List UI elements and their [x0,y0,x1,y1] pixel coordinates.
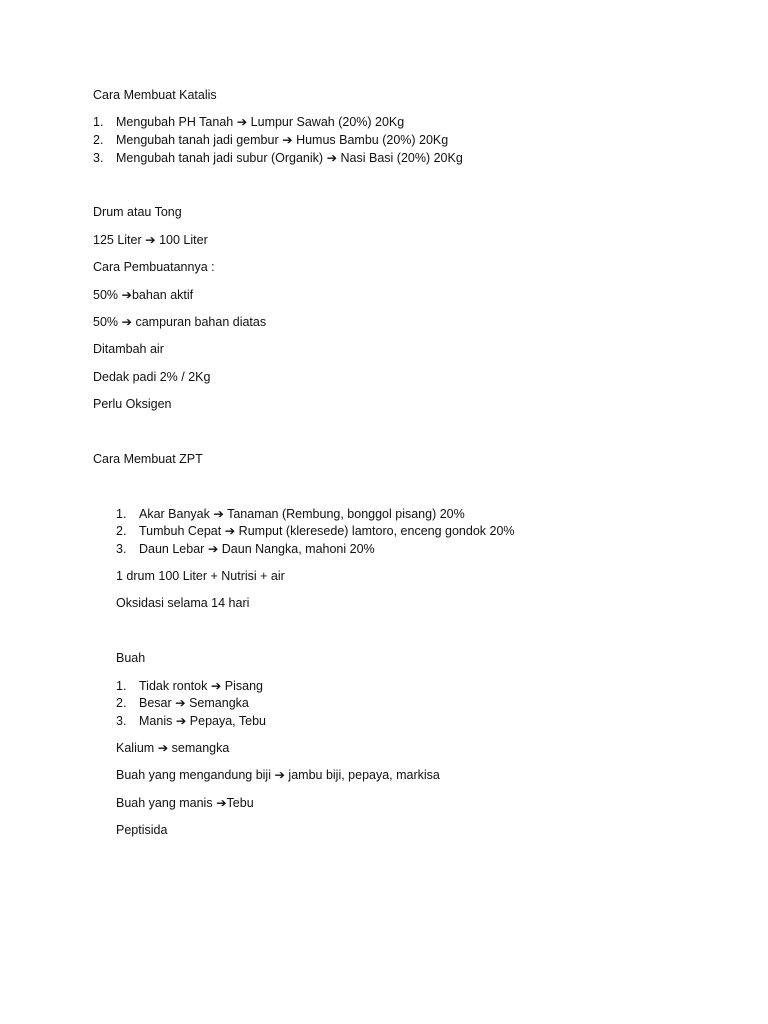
arrow-icon: ➔ [213,507,224,521]
manis-text: Buah yang manis [116,796,217,810]
kalium-text: Kalium [116,741,155,755]
arrow-icon: ➔ [274,768,285,782]
list-number: 3. [116,714,127,728]
item-text: Tumbuh Cepat [139,524,222,538]
cara-pembuatan: Cara Pembuatannya : [93,260,215,274]
list-number: 3. [116,542,127,556]
arrow-icon: ➔ [216,796,227,810]
arrow-icon: ➔ [121,315,132,329]
katalis-title: Cara Membuat Katalis [93,88,217,102]
buah-item-1 [116,678,263,694]
item-text: Mengubah PH Tanah [116,115,237,129]
zpt-item-3 [116,541,375,557]
item-text: Manis [139,714,173,728]
zpt-item-1 [116,506,465,522]
list-number: 1. [116,679,127,693]
buah-title: Buah [116,651,146,665]
item-result: Pepaya, Tebu [186,714,267,728]
list-number: 2. [93,133,104,147]
dedak-padi: Dedak padi 2% / 2Kg [93,370,211,384]
ditambah-air: Ditambah air [93,342,164,356]
item-result: Semangka [185,696,249,710]
arrow-icon: ➔ [175,696,186,710]
item-result: Rumput (kleresede) lamtoro, enceng gondok 20% [235,524,515,538]
list-number: 2. [116,524,127,538]
volume-from: 125 Liter [93,233,142,247]
arrow-icon: ➔ [236,115,248,129]
item-result: Tanaman (Rembung, bonggol pisang) 20% [223,507,465,521]
katalis-item-2 [93,132,448,148]
biji-result: jambu biji, pepaya, markisa [284,768,440,782]
list-number: 1. [116,507,127,521]
peptisida: Peptisida [116,823,168,837]
kalium-result: semangka [168,741,230,755]
item-text: Akar Banyak [139,507,210,521]
volume-to: 100 Liter [155,233,208,247]
item-result: Daun Nangka, mahoni 20% [218,542,375,556]
drum-volume [93,232,208,248]
campuran-text: campuran bahan diatas [131,315,267,329]
item-text: Daun Lebar [139,542,205,556]
item-text: Mengubah tanah jadi gembur [116,133,279,147]
biji-text: Buah yang mengandung biji [116,768,271,782]
zpt-item-2 [116,523,515,539]
item-text: Tidak rontok [139,679,208,693]
bahan-aktif-line [93,287,193,303]
biji-line [116,767,440,783]
arrow-icon: ➔ [157,741,169,755]
item-result: Pisang [221,679,263,693]
buah-item-3 [116,713,266,729]
percent-text: 50% [93,288,122,302]
zpt-title: Cara Membuat ZPT [93,452,203,466]
campuran-line [93,314,266,330]
arrow-icon: ➔ [145,233,156,247]
percent-text: 50% [93,315,122,329]
katalis-item-3 [93,150,463,166]
arrow-icon: ➔ [282,133,293,147]
item-result: Nasi Basi (20%) 20Kg [337,151,463,165]
kalium-line [116,740,229,756]
item-text: Besar [139,696,172,710]
arrow-icon: ➔ [224,524,236,538]
list-number: 3. [93,151,104,165]
arrow-icon: ➔ [326,151,338,165]
list-number: 1. [93,115,104,129]
item-result: Humus Bambu (20%) 20Kg [292,133,449,147]
arrow-icon: ➔ [121,288,132,302]
item-result: Lumpur Sawah (20%) 20Kg [247,115,405,129]
bahan-text: bahan aktif [131,288,194,302]
perlu-oksigen: Perlu Oksigen [93,397,172,411]
drum-nutrisi: 1 drum 100 Liter + Nutrisi + air [116,569,285,583]
item-text: Mengubah tanah jadi subur (Organik) [116,151,324,165]
arrow-icon: ➔ [175,714,187,728]
list-number: 2. [116,696,127,710]
manis-line [116,795,254,811]
manis-result: Tebu [226,796,254,810]
drum-title: Drum atau Tong [93,205,182,219]
buah-item-2 [116,695,249,711]
katalis-item-1 [93,114,404,130]
arrow-icon: ➔ [210,679,222,693]
arrow-icon: ➔ [207,542,219,556]
oksidasi: Oksidasi selama 14 hari [116,596,250,610]
